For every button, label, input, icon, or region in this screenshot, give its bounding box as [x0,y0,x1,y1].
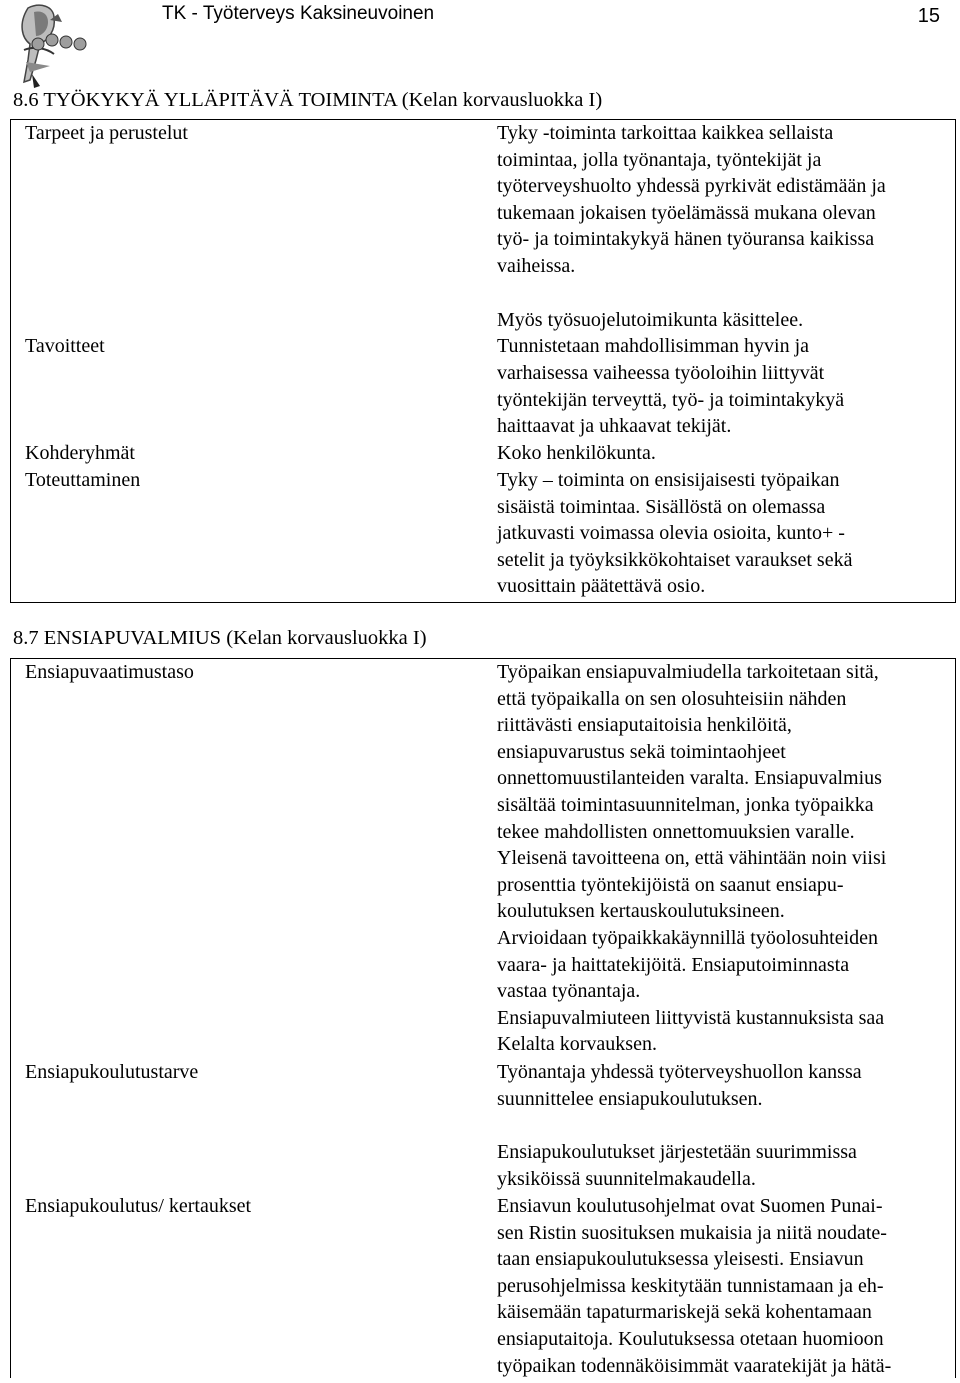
row-label-target-groups: Kohderyhmät [25,442,135,464]
body-line: jatkuvasti voimassa olevia osioita, kunto+ - [497,522,845,544]
body-line: riittävästi ensiaputaitoisia henkilöitä, [497,714,792,737]
body-line: Yleisenä tavoitteena on, että vähintään noin viisi [497,847,887,870]
body-line: haittaavat ja uhkaavat tekijät. [497,415,732,437]
body-line: sisältää toimintasuunnitelman, jonka työpaikka [497,794,874,816]
logo-emblem [10,0,100,90]
body-line: Tunnistetaan mahdollisimman hyvin ja [497,335,810,357]
table-8-6 [10,119,956,603]
body-line: taan ensiapukoulutuksessa yleisesti. Ensiavun [497,1248,864,1271]
body-line: tekee mahdollisten onnettomuuksien varalle. [497,820,855,843]
body-line: Tyky – toiminta on ensisijaisesti työpaikan [497,469,840,491]
row-label-training-need: Ensiapukoulutustarve [25,1061,199,1083]
body-line: Arvioidaan työpaikkakäynnillä työolosuhteiden [497,927,879,949]
body-line: ensiapuvarustus sekä toimintaohjeet [497,740,786,763]
body-line: ensiaputaitoja. Koulutuksessa otetaan huomioon [497,1328,884,1350]
row-label-first-aid-requirement: Ensiapuvaatimustaso [25,661,194,683]
body-line: Koko henkilökunta. [497,442,656,464]
body-line: perusohjelmissa keskitytään tunnistamaan ja eh- [497,1274,884,1297]
row-label-goals: Tavoitteet [25,335,105,357]
body-line: koulutuksen kertauskoulutuksineen. [497,900,785,923]
body-line: setelit ja työyksikkökohtaiset varaukset sekä [497,548,853,571]
body-line: Ensiavun koulutusohjelmat ovat Suomen Punai- [497,1195,883,1217]
table-8-7 [10,658,956,1378]
body-line: vastaa työnantaja. [497,980,641,1003]
body-line: työterveyshuolto yhdessä pyrkivät edistämään ja [497,175,886,198]
body-line: yksiköissä suunnitelmakaudella. [497,1167,756,1190]
row-label-implementation: Toteuttaminen [25,469,141,491]
body-line: työ- ja toimintakykyä hänen työuransa kaikissa [497,228,875,251]
section-heading-8-6: 8.6 TYÖKYKYÄ YLLÄPITÄVÄ TOIMINTA (Kelan korvausluokka I) [13,89,603,111]
body-line: sisäistä toimintaa. Sisällöstä on olemassa [497,495,826,518]
body-line: työpaikan todennäköisimmät vaaratekijät ja hätä- [497,1354,892,1377]
row-label-needs: Tarpeet ja perustelut [25,122,188,144]
body-line: Työnantaja yhdessä työterveyshuollon kanssa [497,1061,862,1083]
body-line: prosenttia työntekijöistä on saanut ensiapu- [497,873,844,896]
header-title: TK - Työterveys Kaksineuvoinen [162,3,435,24]
body-line: käisemään tapaturmariskejä sekä kohentamaan [497,1301,872,1324]
section-heading-8-7: 8.7 ENSIAPUVALMIUS (Kelan korvausluokka I) [13,627,427,649]
body-line: toimintaa, jolla työnantaja, työntekijät ja [497,148,822,171]
body-line: Ensiapukoulutukset järjestetään suurimmissa [497,1141,857,1163]
row-label-training-refreshers: Ensiapukoulutus/ kertaukset [25,1195,252,1217]
body-line: työntekijän terveyttä, työ- ja toimintakykyä [497,388,845,411]
body-line: Tyky -toiminta tarkoittaa kaikkea sellaista [497,122,834,144]
body-line: että työpaikalla on sen olosuhteisiin nähden [497,687,847,710]
body-line: Työpaikan ensiapuvalmiudella tarkoitetaan sitä, [497,661,879,683]
body-line: Myös työsuojelutoimikunta käsittelee. [497,309,804,331]
body-line: sen Ristin suosituksen mukaisia ja niitä noudate- [497,1221,887,1244]
body-line: varhaisessa vaiheessa työoloihin liittyvät [497,362,825,384]
body-line: onnettomuustilanteiden varalta. Ensiapuvalmius [497,767,882,790]
body-line: tukemaan jokaisen työelämässä mukana olevan [497,201,876,224]
page-number: 15 [917,5,940,27]
body-line: Kelalta korvauksen. [497,1033,657,1056]
body-line: vaara- ja haittatekijöitä. Ensiaputoiminnasta [497,953,850,976]
body-line: suunnittelee ensiapukoulutuksen. [497,1087,763,1110]
body-line: Ensiapuvalmiuteen liittyvistä kustannuksista saa [497,1006,885,1029]
body-line: vuosittain päätettävä osio. [497,575,706,597]
body-line: vaiheissa. [497,255,576,277]
